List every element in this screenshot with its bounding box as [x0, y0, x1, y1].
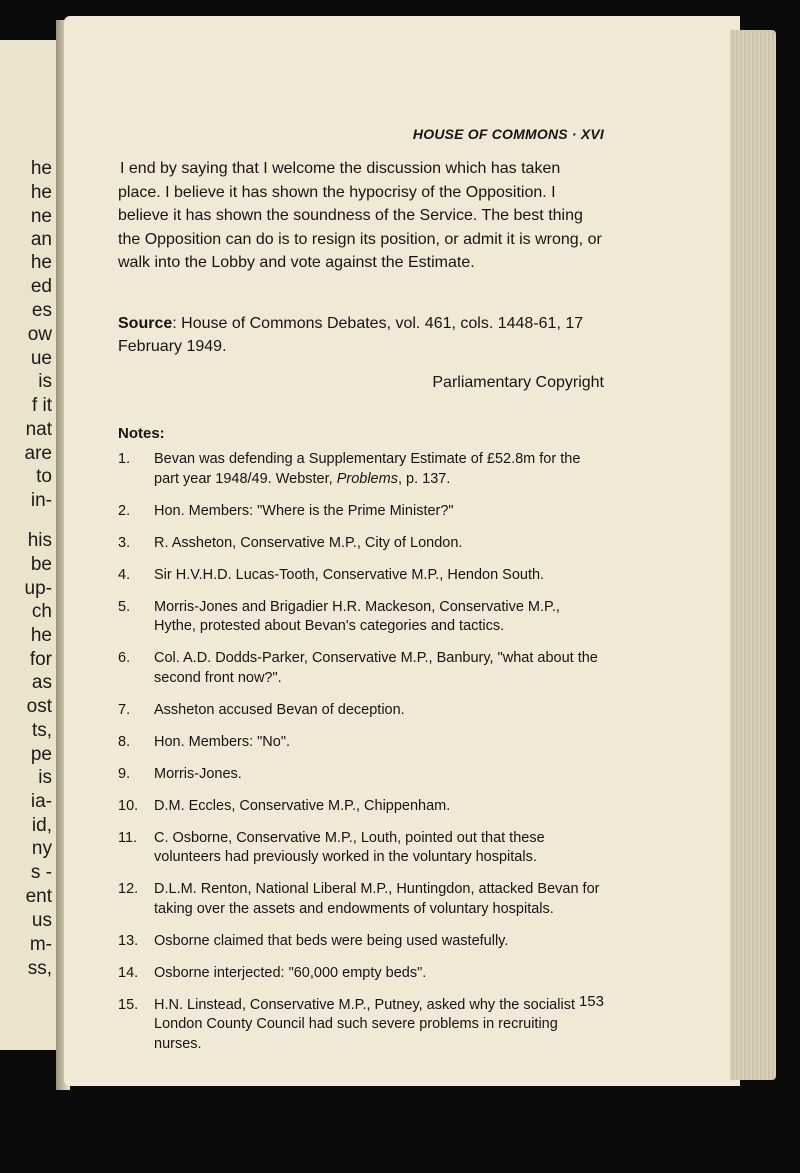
facing-page-text-fragment: in- — [30, 490, 52, 511]
note-number: 2. — [118, 502, 131, 519]
source-text: : House of Commons Debates, vol. 461, cols. 1448-61, 17 February 1949. — [118, 315, 584, 355]
note-item — [118, 797, 604, 817]
note-text: D.L.M. Renton, National Liberal M.P., Huntingdon, attacked Bevan for taking over the assets and endowments of voluntary hospitals. — [154, 881, 600, 917]
note-text — [154, 451, 580, 487]
note-number: 5. — [118, 598, 131, 615]
note-item — [118, 566, 604, 586]
note-italic-title: Problems — [336, 470, 398, 487]
note-item — [118, 450, 604, 489]
note-number: 14. — [118, 964, 139, 981]
note-number: 10. — [118, 797, 139, 814]
note-number: 8. — [118, 733, 131, 750]
note-text: Osborne interjected: "60,000 empty beds". — [154, 964, 427, 981]
note-number: 7. — [118, 701, 131, 718]
note-text: Osborne claimed that beds were being used wastefully. — [154, 932, 509, 949]
facing-page-text-fragment: he — [30, 252, 52, 273]
facing-page-text-fragment: be — [30, 554, 52, 575]
note-text: D.M. Eccles, Conservative M.P., Chippenham. — [154, 797, 451, 814]
facing-page-text-fragment: up- — [24, 578, 52, 599]
facing-page-text-fragment: for — [29, 649, 52, 670]
facing-page-text-fragment: as — [31, 672, 52, 693]
notes-list — [118, 450, 604, 1067]
body-paragraph: I end by saying that I welcome the discussion which has taken place. I believe it has shown the hypocrisy of the Opposition. I believe it has shown the soundness of the Service. The best thing the Opposition can do is to resign its position, or admit it is wrong, or walk into the Lobby and vote against the Estimate. — [118, 160, 602, 271]
facing-page-text-fragment: ia- — [30, 791, 52, 812]
note-number: 1. — [118, 451, 131, 467]
note-item — [118, 765, 604, 785]
note-number: 9. — [118, 765, 131, 782]
note-text: Col. A.D. Dodds-Parker, Conservative M.P., Banbury, "what about the second front now?". — [154, 650, 598, 686]
facing-page-text-fragment: ss, — [27, 958, 52, 979]
note-text: Sir H.V.H.D. Lucas-Tooth, Conservative M.P., Hendon South. — [154, 566, 545, 583]
facing-page-edge — [0, 40, 56, 1050]
note-item — [118, 829, 604, 868]
facing-page-text-fragment: ts, — [31, 720, 52, 741]
note-number: 11. — [118, 829, 138, 846]
facing-page-text-fragment: he — [30, 182, 52, 203]
note-item — [118, 502, 604, 522]
note-text: Hon. Members: "Where is the Prime Minister?" — [154, 502, 454, 519]
note-item — [118, 932, 604, 952]
source-label: Source — [118, 315, 173, 332]
note-text: R. Assheton, Conservative M.P., City of London. — [154, 534, 463, 551]
facing-page-text-fragment: are — [24, 443, 52, 464]
facing-page-text-fragment: ow — [27, 324, 52, 345]
facing-page-text-fragment: his — [27, 530, 52, 551]
facing-page-text-fragment: us — [31, 910, 52, 931]
facing-page-text-fragment: nat — [25, 419, 52, 440]
facing-page-text-fragment: ch — [31, 601, 52, 622]
facing-page-text-fragment: m- — [29, 934, 52, 955]
page-edges — [730, 30, 776, 1080]
note-item — [118, 996, 604, 1055]
facing-page-text-fragment: id, — [31, 815, 52, 836]
facing-page-text-fragment: ent — [25, 886, 52, 907]
note-number: 12. — [118, 881, 139, 897]
facing-page-text-fragment: ed — [30, 276, 52, 297]
notes-heading: Notes: — [118, 425, 165, 442]
note-number: 4. — [118, 566, 131, 583]
note-text: H.N. Linstead, Conservative M.P., Putney, asked why the socialist London County Council had such severe problems in recruiting nurses. — [154, 996, 575, 1052]
note-text: Hon. Members: "No". — [154, 733, 291, 750]
facing-page-text-fragment: f it — [31, 395, 52, 416]
note-text: Assheton accused Bevan of deception. — [154, 701, 405, 718]
facing-page-text-fragment: is — [38, 767, 52, 788]
facing-page-text-fragment: ne — [30, 206, 52, 227]
facing-page-text-fragment: s - — [30, 862, 52, 883]
facing-page-text-fragment: to — [36, 466, 52, 487]
facing-page-text-fragment: is — [38, 371, 52, 392]
note-item — [118, 598, 604, 637]
note-number: 13. — [118, 932, 139, 949]
copyright-notice: Parliamentary Copyright — [432, 374, 604, 391]
facing-page-text-fragment: pe — [30, 744, 52, 765]
facing-page-text-fragment: es — [31, 300, 52, 321]
note-item — [118, 534, 604, 554]
note-item — [118, 649, 604, 688]
facing-page-text-fragment: ost — [26, 696, 52, 717]
note-text: Morris-Jones and Brigadier H.R. Mackeson, Conservative M.P., Hythe, protested about Bevan's categories and tactics. — [154, 598, 560, 634]
note-item — [118, 733, 604, 753]
note-item — [118, 964, 604, 984]
note-item — [118, 701, 604, 721]
page-number: 153 — [578, 993, 604, 1010]
note-text-part: Bevan was defending a Supplementary Estimate of £52.8m for the part year 1948/49. Webster, — [154, 451, 581, 487]
running-head: HOUSE OF COMMONS · XVI — [412, 126, 604, 142]
facing-page-text-fragment: ny — [31, 838, 52, 859]
note-item — [118, 880, 604, 919]
facing-page-text-fragment: he — [30, 158, 52, 179]
note-text: Morris-Jones. — [154, 765, 242, 782]
note-text-part: , p. 137. — [397, 470, 451, 487]
facing-page-text-fragment: an — [30, 229, 52, 250]
note-number: 15. — [118, 996, 139, 1013]
note-number: 6. — [118, 650, 131, 666]
note-text: C. Osborne, Conservative M.P., Louth, pointed out that these volunteers had previously worked in the voluntary hospitals. — [154, 829, 545, 865]
note-number: 3. — [118, 534, 131, 551]
source-citation — [118, 312, 604, 358]
facing-page-text-fragment: ue — [30, 348, 52, 369]
facing-page-text-fragment: he — [30, 625, 52, 646]
